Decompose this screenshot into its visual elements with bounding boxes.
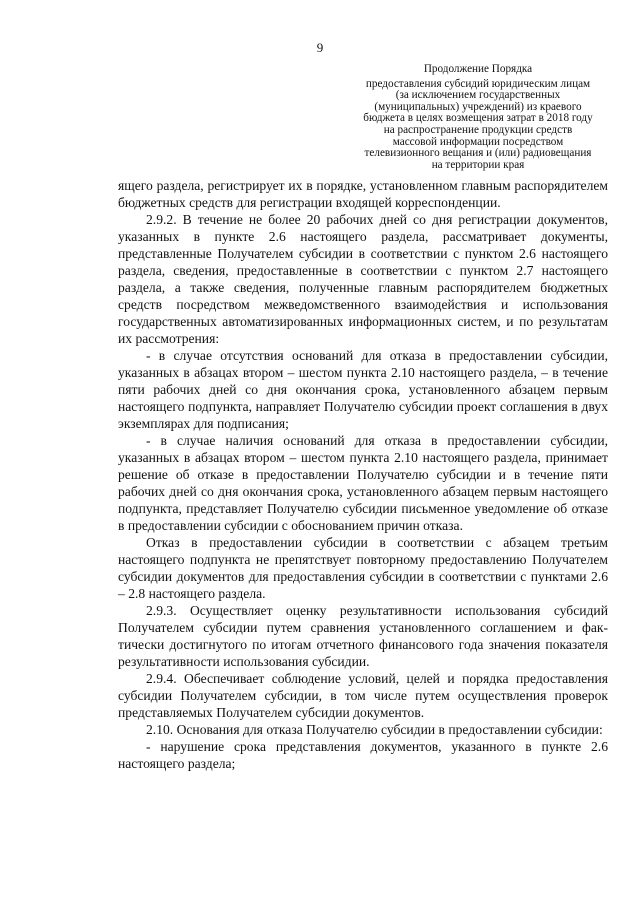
paragraph-2-9-4: 2.9.4. Обеспечивает соблюдение условий, целей и порядка предоставления субсидии Получателем субсидии, в том числе путем осуществления проверок представляемых Получателем субсидии документов. <box>118 671 608 720</box>
paragraph-continuation: ящего раздела, регистрирует их в порядке, установленном главным распорядителем бюджетных средств для регистрации входящей корреспонденции. <box>118 178 608 210</box>
paragraph-refusal-note: Отказ в предоставлении субсидии в соответствии с абзацем третьим настоящего подпункта не препятствует повторному предоставлению Получателем субсидии документов для предоставления субсидии в соответствии с пунктами 2.6 – 2.8 настоящего раздела. <box>118 535 608 601</box>
paragraph-2-10: 2.10. Основания для отказа Получателю субсидии в предоставлении субсидии: <box>146 722 603 737</box>
continuation-header <box>362 64 594 171</box>
header-subtitle: предоставления субсидий юридическим лицам (за исключением государственных (муниципальных) учреждений) из краевого бюджета в целях возмещения затрат в 2018 году на распространение продукции средств массовой информации посредством телевизионного вещания и (или) радиовещания на территории края <box>363 77 593 171</box>
paragraph-deadline-violation: - нарушение срока представления документов, указанного в пункте 2.6 настоящего раздела; <box>118 739 608 771</box>
document-body <box>118 177 608 772</box>
paragraph-2-9-2: 2.9.2. В течение не более 20 рабочих дней со дня регистрации документов, указанных в пункте 2.6 настоящего раздела, рассматривает документы, представленные Получателем субсидии в соответствии с пунктом 2.6 настоящего раздела, сведения, предоставленные в соответствии с пунктом 2.7 настоящего раздела, а также сведения, полученные главным распорядителем бюджетных средств посредством межведомственного взаимодействия и использования государственных автоматизированных информационных систем, и по результатам их рассмотрения: <box>118 212 608 346</box>
page-number: 9 <box>316 40 324 55</box>
paragraph-2-9-3: 2.9.3. Осуществляет оценку результативности использования субсидий Получателем субсидии путем сравнения установленного соглашением и фактически достигнутого по итогам отчетного финансового года значения показателя результативности использования субсидии. <box>118 603 608 669</box>
header-title: Продолжение Порядка <box>423 63 533 75</box>
paragraph-no-grounds: - в случае отсутствия оснований для отказа в предоставлении субсидии, указанных в абзацах втором – шестом пункта 2.10 настоящего раздела, – в течение пяти рабочих дней со дня окончания срока, установленного абзацем первым настоящего подпункта, направляет Получателю субсидии проект соглашения в двух экземплярах для подписания; <box>118 348 608 431</box>
paragraph-grounds-exist: - в случае наличия оснований для отказа в предоставлении субсидии, указанных в абзацах втором – шестом пункта 2.10 настоящего раздела, принимает решение об отказе в предоставлении Получателю субсидии и в течение пяти рабочих дней со дня окончания срока, установленного абзацем первым настоящего подпункта, представляет Получателю субсидии письменное уведомление об отказе в предоставлении субсидии с обоснованием причин отказа. <box>118 433 608 533</box>
